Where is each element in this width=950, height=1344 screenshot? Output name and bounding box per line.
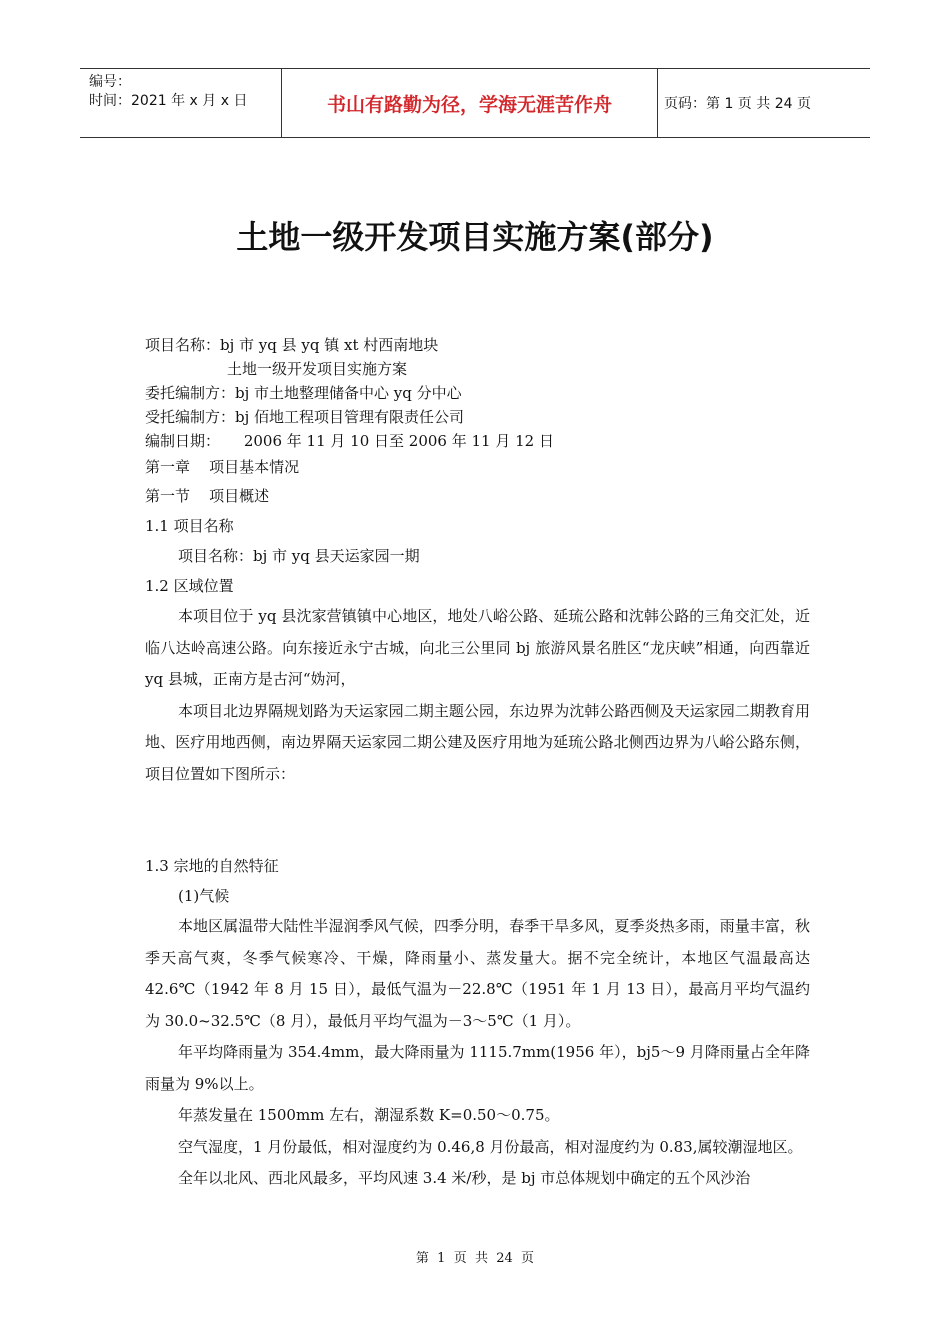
document-body <box>145 333 810 1195</box>
location-paragraph-1: 本项目位于 yq 县沈家营镇镇中心地区，地处八峪公路、延琉公路和沈韩公路的三角交汇处，近临八达岭高速公路。向东接近永宁古城，向北三公里同 bj 旅游风景名胜区“龙庆峡”相通，向西靠近 yq 县城，正南方是古河“妫河， <box>145 607 810 688</box>
header-motto: 书山有路勤为径，学海无涯苦作舟 <box>281 69 658 137</box>
contractor-line: 受托编制方：bj 佰地工程项目管理有限责任公司 <box>145 408 465 426</box>
header-meta <box>80 69 281 137</box>
heading-1-1: 1.1 项目名称 <box>145 517 234 535</box>
climate-paragraph-5: 全年以北风、西北风最多，平均风速 3.4 米/秒，是 bj 市总体规划中确定的五个风沙治 <box>178 1169 751 1187</box>
header-page-info: 页码：第 1 页 共 24 页 <box>664 96 811 112</box>
client-line: 委托编制方：bj 市土地整理储备中心 yq 分中心 <box>145 384 462 402</box>
climate-paragraph-4: 空气湿度，1 月份最低，相对湿度约为 0.46,8 月份最高，相对湿度约为 0.83,属较潮湿地区。 <box>178 1137 803 1156</box>
compile-date-line: 编制日期： 2006 年 11 月 10 日至 2006 年 11 月 12 日 <box>145 432 554 450</box>
project-name-line: 项目名称：bj 市 yq 县 yq 镇 xt 村西南地块 <box>145 336 439 354</box>
climate-paragraph-2: 年平均降雨量为 354.4mm，最大降雨量为 1115.7mm(1956 年），bj5～9 月降雨量占全年降雨量为 9%以上。 <box>145 1043 810 1093</box>
section-heading: 第一节 项目概述 <box>145 487 270 505</box>
climate-subheading: (1)气候 <box>178 887 230 905</box>
document-title: 土地一级开发项目实施方案(部分) <box>236 218 714 256</box>
location-paragraph-2: 本项目北边界隔规划路为天运家园二期主题公园，东边界为沈韩公路西侧及天运家园二期教育用地、医疗用地西侧，南边界隔天运家园二期公建及医疗用地为延琉公路北侧西边界为八峪公路东侧，项目位置如下图所示： <box>145 701 810 783</box>
figure-placeholder <box>145 790 810 851</box>
heading-1-2: 1.2 区域位置 <box>145 577 234 595</box>
climate-paragraph-3: 年蒸发量在 1500mm 左右，潮湿系数 K=0.50～0.75。 <box>178 1106 560 1124</box>
climate-paragraph-1: 本地区属温带大陆性半湿润季风气候，四季分明，春季干旱多风，夏季炎热多雨，雨量丰富，秋季天高气爽，冬季气候寒冷、干燥，降雨量小、蒸发量大。据不完全统计，本地区气温最高达 42.6℃（1942 年 8 月 15 日），最低气温为－22.8℃（1951 年 1 月 13 日），最高月平均气温约为 30.0~32.5℃（8 月），最低月平均气温为－3～5℃（1 月）。 <box>145 917 810 1030</box>
page-header <box>80 68 870 138</box>
chapter-heading: 第一章 项目基本情况 <box>145 458 300 476</box>
document-number: 编号： <box>89 74 131 90</box>
project-name-line-2: 土地一级开发项目实施方案 <box>227 360 408 378</box>
project-name-body: 项目名称：bj 市 yq 县天运家园一期 <box>178 547 420 565</box>
document-date: 时间：2021 年 x 月 x 日 <box>89 93 248 109</box>
page-footer: 第 1 页 共 24 页 <box>415 1251 535 1266</box>
heading-1-3: 1.3 宗地的自然特征 <box>145 857 279 875</box>
